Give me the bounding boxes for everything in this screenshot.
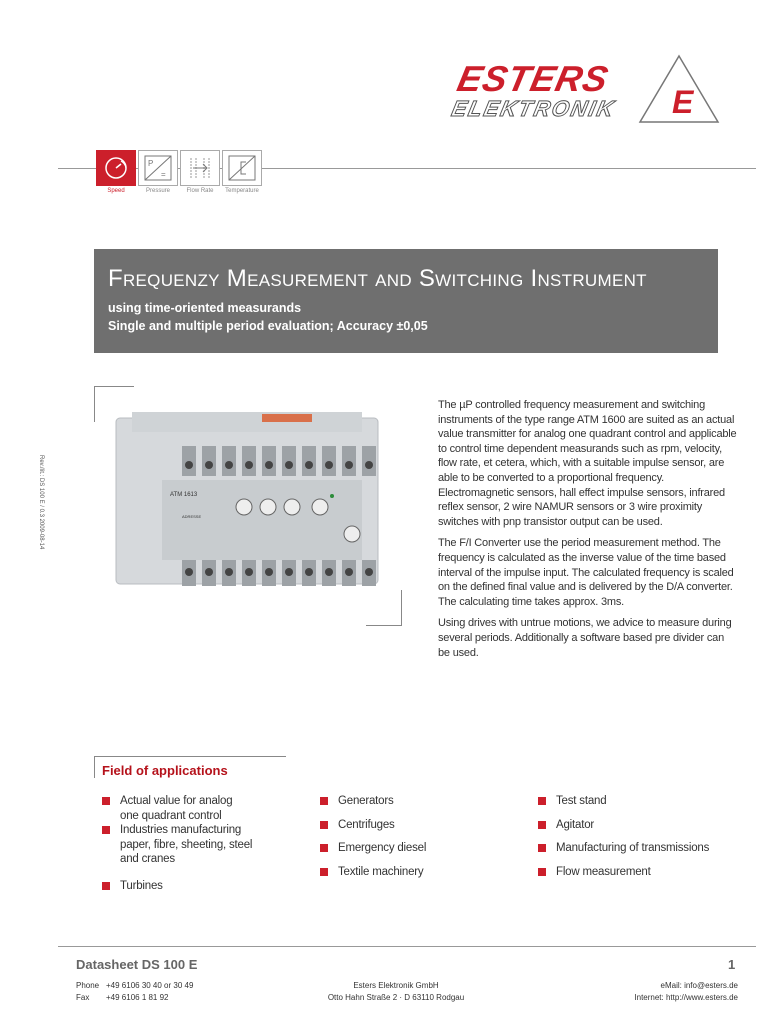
paragraph: The µP controlled frequency measurement and switching instruments of the type range ATM 1600 are suited as an actual value transmitter for analog one quadrant control and applicable to control time dependent measurands such as rpm, velocity, flow rate, et cetera, which, with a suitable impulse sensor, are able to be converted to a proportional frequency. Electromagnetic sensors, hall effect impulse sensors, infrared reflex sensor, 2 wire NAMUR sensors or 3 wire proximity switches with pnp transistor output can be used. <box>438 399 737 528</box>
applications-column-3 <box>538 794 758 888</box>
icon-label: Speed <box>107 188 125 194</box>
company-name: Esters Elektronik GmbH <box>353 981 439 990</box>
website-link[interactable]: Internet: http://www.esters.de <box>634 993 738 1002</box>
svg-text:P: P <box>148 159 154 168</box>
footer-address <box>326 980 466 1004</box>
list-item: Emergency diesel <box>320 841 510 856</box>
svg-text:=: = <box>161 170 166 179</box>
footer-web <box>580 980 738 1004</box>
subtitle-line-1: using time-oriented measurands <box>108 301 302 315</box>
icon-label: Temperature <box>225 188 259 194</box>
product-photo <box>112 410 382 590</box>
list-item: Actual value for analog one quadrant control <box>102 794 252 823</box>
icon-labels <box>96 188 262 194</box>
icon-label: Flow Rate <box>186 188 214 194</box>
page-number: 1 <box>728 957 736 972</box>
subtitle-line-2: Single and multiple period evaluation; Accuracy ±0,05 <box>108 319 428 333</box>
pressure-icon <box>138 150 178 186</box>
list-item: Test stand <box>538 794 758 809</box>
fax-label: Fax <box>76 993 90 1002</box>
logo-primary-text: ESTERS <box>453 58 613 99</box>
description-text <box>438 398 738 667</box>
document-subtitle <box>108 299 704 335</box>
list-item: Flow measurement <box>538 865 758 880</box>
company-logo <box>448 54 720 126</box>
flow-rate-icon <box>180 150 220 186</box>
applications-column-1 <box>102 794 292 893</box>
paragraph: The F/I Converter use the period measurement method. The frequency is calculated as the inverse value of the time based interval of the impulse input. The calculated frequency is scaled on the defined final value and is delivered by the D/A converter. The calculating time takes approx. 3ms. <box>438 537 734 608</box>
speed-icon <box>96 150 136 186</box>
phone-label: Phone <box>76 981 100 990</box>
email-address[interactable]: eMail: info@esters.de <box>660 981 738 990</box>
device-plate-label: ADRESSE <box>182 514 202 519</box>
list-item: Agitator <box>538 818 758 833</box>
list-item: Centrifuges <box>320 818 510 833</box>
footer-contact <box>76 980 193 1004</box>
applications-column-2 <box>320 794 510 888</box>
paragraph: Using drives with untrue motions, we advice to measure during several periods. Additionally a software based pre divider can be used. <box>438 617 732 659</box>
logo-mark: E <box>672 84 694 120</box>
applications-heading: Field of applications <box>102 763 228 778</box>
fax-number: +49 6106 1 81 92 <box>106 993 169 1002</box>
section-rule <box>94 756 286 757</box>
datasheet-number: Datasheet DS 100 E <box>76 957 198 972</box>
phone-number: +49 6106 30 40 or 30 49 <box>106 981 194 990</box>
document-title: Frequenzy Measurement and Switching Instrument <box>108 265 647 292</box>
list-item: Manufacturing of transmissions <box>538 841 758 856</box>
section-rule <box>94 756 95 778</box>
list-item: Industries manufacturing paper, fibre, sheeting, steel and cranes <box>102 823 272 867</box>
list-item: Textile machinery <box>320 865 510 880</box>
device-model-label: ATM 1613 <box>170 492 198 498</box>
title-banner <box>94 249 718 353</box>
temperature-icon <box>222 150 262 186</box>
footer-divider <box>58 946 756 947</box>
street-address: Otto Hahn Straße 2 · D 63110 Rodgau <box>327 993 465 1002</box>
list-item: Turbines <box>102 879 292 894</box>
revision-note: Rev./lit.: DS 100 E / 0.3 2009-08-14 <box>38 455 44 550</box>
icon-label: Pressure <box>145 188 170 194</box>
image-frame-corner <box>366 590 402 626</box>
list-item: Generators <box>320 794 510 809</box>
logo-secondary-text: ELEKTRONIK <box>449 96 618 121</box>
measurand-icon-strip <box>96 150 262 186</box>
